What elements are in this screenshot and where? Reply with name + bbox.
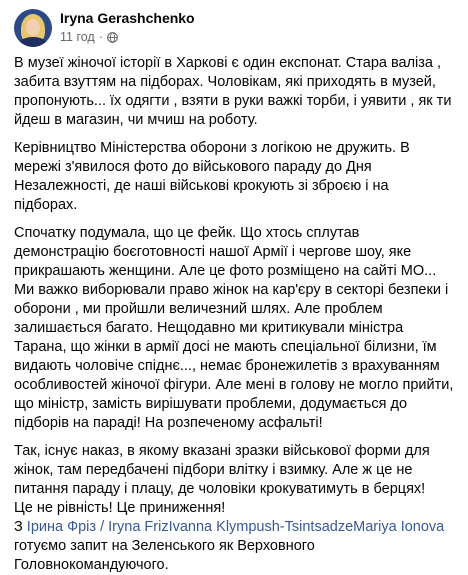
post-timestamp[interactable]: 11 год bbox=[60, 30, 95, 44]
post-body bbox=[14, 54, 454, 575]
tag-link-iryna-friz[interactable]: Iryna Friz bbox=[108, 519, 169, 535]
post-paragraph: Так, існує наказ, в якому вказані зразки військової форми для жінок, там передбачені підбори влітку і взимку. Але ж це не питання параду і плацу, де чоловіки крокуватимуть в берцях! bbox=[14, 443, 430, 497]
separator-dot: · bbox=[98, 30, 103, 44]
post-paragraph: Це не рівність! Це приниження! bbox=[14, 500, 226, 516]
post-time-row bbox=[60, 30, 195, 45]
post-paragraph: Спочатку подумала, що це фейк. Що хтось сплутав демонстрацію боєготовності нашої Армії і чергове шоу, яке прикрашають женщини. Але це фото розміщено на сайті МО... bbox=[14, 225, 437, 279]
post-paragraph: Керівництво Міністерства оборони з логікою не дружить. В мережі з'явилося фото до військового параду до Дня Незалежності, де наші військові крокують зі зброєю і на підборах. bbox=[14, 140, 410, 213]
tag-prefix: З bbox=[14, 519, 27, 535]
post-header bbox=[14, 0, 454, 50]
tag-suffix: готуємо запит на Зеленського як Верховного Головнокомандуючого. bbox=[14, 538, 315, 573]
post-paragraph: В музеї жіночої історії в Харкові є один експонат. Стара валіза , забита взуттям на підборах. Чоловікам, які приходять в музей, пропонують... їх одягти , взяти в руки важкі торби, і уявити , як ти йдеш в магазин, чи мчиш на роботу. bbox=[14, 55, 452, 128]
post-meta bbox=[60, 9, 195, 45]
author-avatar[interactable] bbox=[14, 9, 52, 47]
tag-link-mariya-ionova[interactable]: Mariya Ionova bbox=[353, 519, 445, 535]
tag-link-iryna-friz-ua[interactable]: Ірина Фріз bbox=[26, 519, 97, 535]
post-paragraph: Ми важко виборювали право жінок на кар'єру в секторі безпеки і оборони , ми пройшли величезний шлях. Але проблем залишається багато. Нещодавно ми критикували міністра Тарана, що жінки в армії досі не мають спеціальної білизни, їм видають чоловіче спіднє..., немає бронежилетів з врахуванням особливостей жіночої фігури. Але мені в голову не могло прийти, що міністр, замість вирішувати проблеми, додумається до підборів на параді! На розпеченому асфальті! bbox=[14, 282, 454, 431]
avatar-shoulders bbox=[18, 37, 48, 47]
globe-icon[interactable] bbox=[107, 32, 118, 43]
avatar-face bbox=[26, 19, 40, 36]
tag-link-ivanna-klympush-tsintsadze[interactable]: Ivanna Klympush-Tsintsadze bbox=[168, 519, 354, 535]
author-name[interactable]: Iryna Gerashchenko bbox=[60, 10, 195, 26]
post-tag-paragraph bbox=[14, 518, 454, 575]
tag-separator: / bbox=[96, 519, 109, 535]
